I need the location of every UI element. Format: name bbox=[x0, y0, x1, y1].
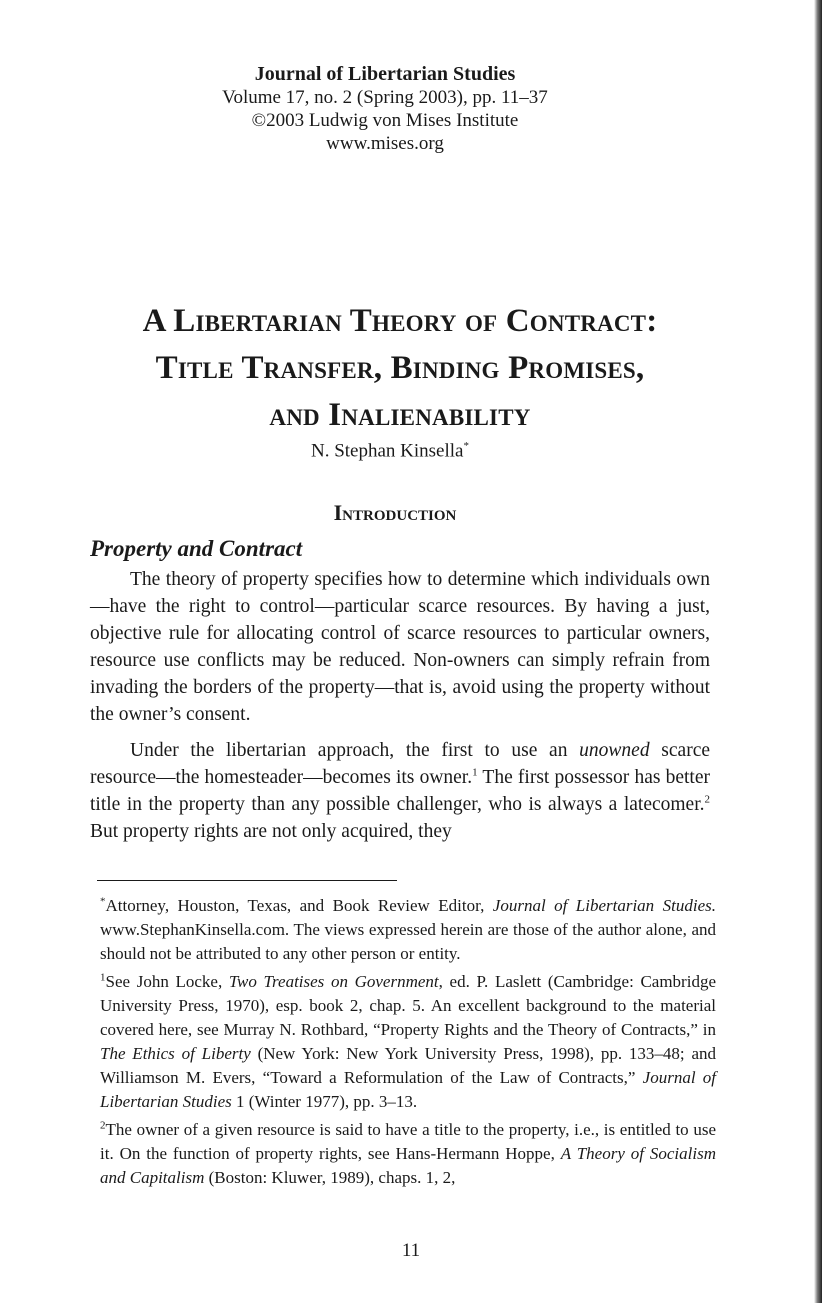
footnote-star: *Attorney, Houston, Texas, and Book Review Editor, Journal of Libertarian Studies. www.StephanKinsella.com. The views expressed herein are those of the author alone, and should not be attributed to any other person or entity. bbox=[100, 895, 716, 963]
journal-masthead bbox=[0, 62, 770, 155]
volume-info: Volume 17, no. 2 (Spring 2003), pp. 11–37 bbox=[222, 87, 548, 108]
author-name: N. Stephan Kinsella bbox=[310, 440, 464, 462]
footnote-divider bbox=[97, 880, 397, 881]
website-link[interactable]: www.mises.org bbox=[326, 133, 444, 154]
subsection-heading: Property and Contract bbox=[90, 536, 303, 561]
page-edge-shadow bbox=[814, 0, 822, 1303]
article-body bbox=[90, 566, 710, 854]
title-line-3: and Inalienability bbox=[269, 397, 531, 433]
footnote-2: $^2$The owner of a given resource is said to have a title to the property, i.e., is entitled to use it. On the function of property rights, see Hans-Hermann Hoppe, A Theory of Socialism and Capitalism (Boston: Kluwer, 1989), chaps. 1, 2, bbox=[100, 1119, 716, 1187]
copyright-line: ©2003 Ludwig von Mises Institute bbox=[251, 110, 519, 131]
page-number: 11 bbox=[401, 1240, 421, 1261]
title-line-2: Title Transfer, Binding Promises, bbox=[155, 350, 645, 386]
footnote-1: $^1$See John Locke, Two Treatises on Government, ed. P. Laslett (Cambridge: Cambridge University Press, 1970), esp. book 2, chap. 5. An excellent background to the material covered here, see Murray N. Rothbard, “Property Rights and the Theory of Contracts,” in The Ethics of Liberty (New York: New York University Press, 1998), pp. 133–48; and Williamson M. Evers, “Toward a Reformulation of the Law of Contracts,” Journal of Libertarian Studies 1 (Winter 1977), pp. 3–13. bbox=[100, 971, 717, 1111]
paragraph-1: The theory of property specifies how to determine which individuals own—have the right to control—particular scarce resources. By having a just, objective rule for allocating control of scarce resources to particular owners, resource use conflicts may be reduced. Non-owners can simply refrain from invading the borders of the property—that is, avoid using the property without the owner’s consent. bbox=[90, 569, 710, 725]
footnote-ref-2[interactable]: 2 bbox=[704, 793, 710, 806]
journal-name: Journal of Libertarian Studies bbox=[254, 63, 516, 85]
emphasis-unowned: unowned bbox=[579, 740, 650, 761]
author-byline bbox=[0, 440, 780, 462]
section-heading: Introduction bbox=[333, 500, 457, 525]
paragraph-2: Under the libertarian approach, the first to use an unowned scarce resource—the homesteader—becomes its owner.$^1$ The first possessor has better title in the property than any possible challenger, who is always a latecomer.$^2$ But property rights are not only acquired, they bbox=[90, 740, 711, 842]
article-title bbox=[60, 298, 740, 439]
footnote-ref-1[interactable]: 1 bbox=[472, 766, 478, 779]
footnotes bbox=[100, 894, 716, 1194]
title-line-1: A Libertarian Theory of Contract: bbox=[142, 303, 658, 339]
author-footnote-marker[interactable]: * bbox=[463, 440, 469, 452]
